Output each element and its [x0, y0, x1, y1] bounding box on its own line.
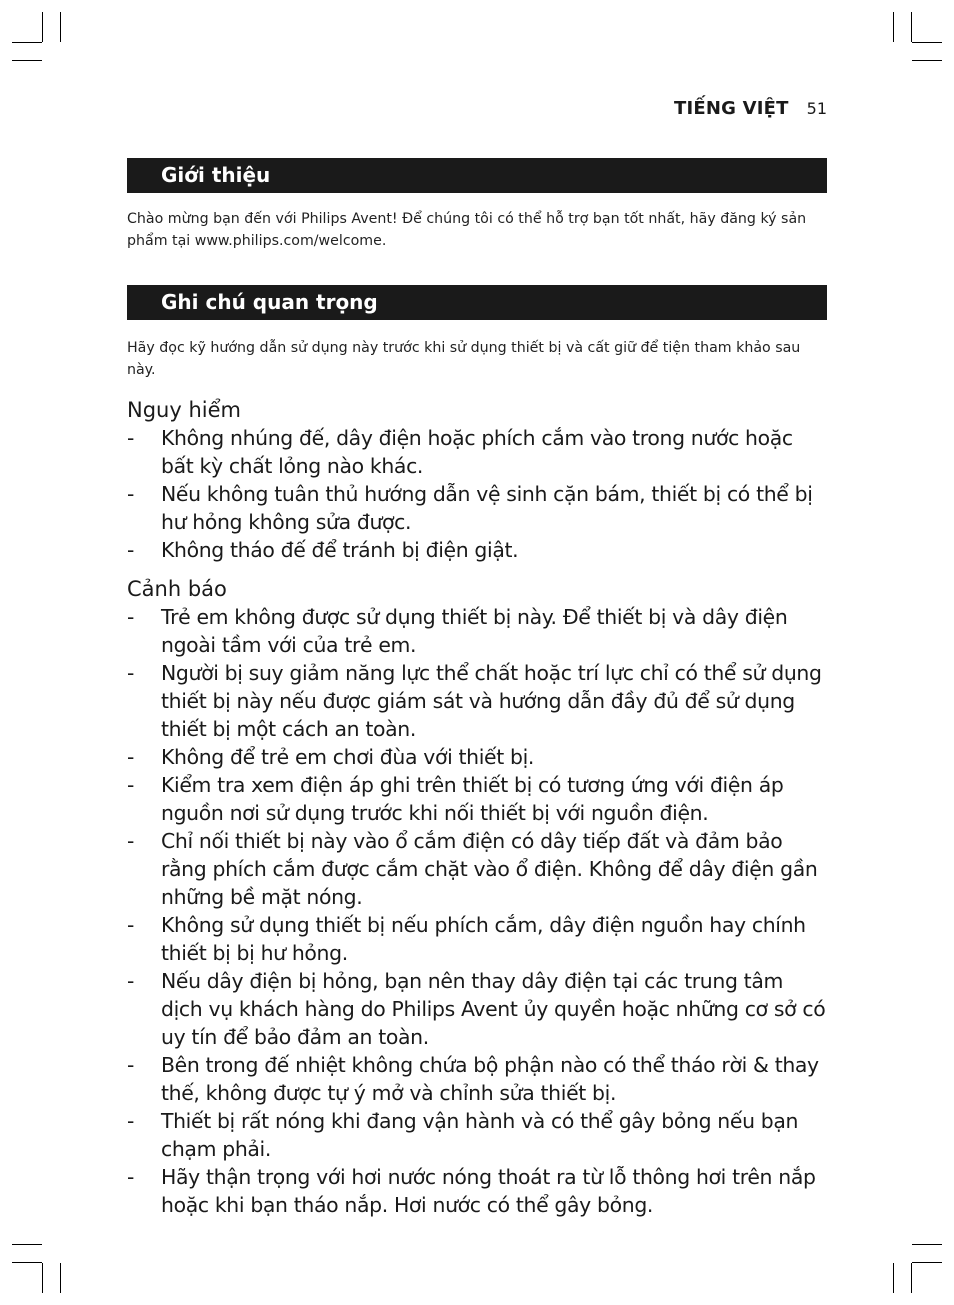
list-item-text: Nếu dây điện bị hỏng, bạn nên thay dây điện tại các trung tâm dịch vụ khách hàng do Philips Avent ủy quyền hoặc những cơ sở có uy tín để bảo đảm an toàn. [161, 969, 826, 1049]
list-marker: - [127, 426, 135, 450]
list-marker: - [127, 969, 135, 993]
crop-mark [912, 1262, 942, 1263]
warning-list [127, 603, 827, 1219]
list-marker: - [127, 605, 135, 629]
page-number: 51 [806, 99, 827, 118]
crop-mark [60, 1263, 61, 1293]
section-title-intro: Giới thiệu [127, 158, 827, 193]
crop-mark [911, 12, 912, 42]
list-item [127, 1107, 827, 1163]
list-item-text: Hãy thận trọng với hơi nước nóng thoát ra từ lỗ thông hơi trên nắp hoặc khi bạn tháo nắp. Hơi nước có thể gây bỏng. [161, 1165, 816, 1217]
crop-mark [42, 12, 43, 42]
list-item [127, 1051, 827, 1107]
crop-mark [912, 42, 942, 43]
crop-mark [42, 1263, 43, 1293]
warning-heading: Cảnh báo [127, 577, 227, 601]
crop-mark [911, 1263, 912, 1293]
crop-mark [12, 60, 42, 61]
crop-mark [893, 1263, 894, 1293]
list-marker: - [127, 745, 135, 769]
danger-list [127, 424, 827, 564]
section-title-important: Ghi chú quan trọng [127, 285, 827, 320]
list-item-text: Chỉ nối thiết bị này vào ổ cắm điện có dây tiếp đất và đảm bảo rằng phích cắm được cắm chặt vào ổ điện. Không để dây điện gần những bề mặt nóng. [161, 829, 818, 909]
crop-mark [12, 42, 42, 43]
crop-mark [60, 12, 61, 42]
list-marker: - [127, 829, 135, 853]
list-marker: - [127, 1053, 135, 1077]
list-item-text: Người bị suy giảm năng lực thể chất hoặc trí lực chỉ có thể sử dụng thiết bị này nếu được giám sát và hướng dẫn đầy đủ để sử dụng thiết bị một cách an toàn. [161, 661, 822, 741]
list-marker: - [127, 661, 135, 685]
list-item-text: Thiết bị rất nóng khi đang vận hành và có thể gây bỏng nếu bạn chạm phải. [161, 1109, 799, 1161]
list-item [127, 1163, 827, 1219]
intro-text: Chào mừng bạn đến với Philips Avent! Để chúng tôi có thể hỗ trợ bạn tốt nhất, hãy đăng ký sản phẩm tại www.philips.com/welcome. [127, 211, 807, 249]
list-item-text: Trẻ em không được sử dụng thiết bị này. Để thiết bị và dây điện ngoài tầm với của trẻ em. [161, 605, 788, 657]
crop-mark [893, 12, 894, 42]
list-item-text: Không sử dụng thiết bị nếu phích cắm, dây điện nguồn hay chính thiết bị bị hư hỏng. [161, 913, 806, 965]
page-header [674, 98, 827, 119]
crop-mark [12, 1244, 42, 1245]
list-item-text: Không tháo đế để tránh bị điện giật. [161, 538, 519, 562]
list-item [127, 743, 827, 771]
list-item [127, 967, 827, 1051]
list-marker: - [127, 1165, 135, 1189]
list-item-text: Kiểm tra xem điện áp ghi trên thiết bị có tương ứng với điện áp nguồn nơi sử dụng trước khi nối thiết bị với nguồn điện. [161, 773, 784, 825]
list-marker: - [127, 538, 135, 562]
list-marker: - [127, 913, 135, 937]
list-item [127, 911, 827, 967]
list-marker: - [127, 773, 135, 797]
list-marker: - [127, 1109, 135, 1133]
list-item [127, 424, 827, 480]
crop-mark [912, 1244, 942, 1245]
important-text: Hãy đọc kỹ hướng dẫn sử dụng này trước khi sử dụng thiết bị và cất giữ để tiện tham khảo sau này. [127, 340, 801, 378]
list-item-text: Không để trẻ em chơi đùa với thiết bị. [161, 745, 535, 769]
list-item-text: Không nhúng đế, dây điện hoặc phích cắm vào trong nước hoặc bất kỳ chất lỏng nào khác. [161, 426, 793, 478]
list-marker: - [127, 482, 135, 506]
list-item [127, 480, 827, 536]
list-item [127, 659, 827, 743]
list-item-text: Nếu không tuân thủ hướng dẫn vệ sinh cặn bám, thiết bị có thể bị hư hỏng không sửa được. [161, 482, 813, 534]
danger-heading: Nguy hiểm [127, 398, 241, 422]
crop-mark [12, 1262, 42, 1263]
list-item [127, 827, 827, 911]
list-item-text: Bên trong đế nhiệt không chứa bộ phận nào có thể tháo rời & thay thế, không được tự ý mở và chỉnh sửa thiết bị. [161, 1053, 819, 1105]
language-label: TIẾNG VIỆT [674, 98, 789, 119]
list-item [127, 771, 827, 827]
list-item [127, 536, 827, 564]
page-content [127, 158, 827, 1219]
crop-mark [912, 60, 942, 61]
list-item [127, 603, 827, 659]
